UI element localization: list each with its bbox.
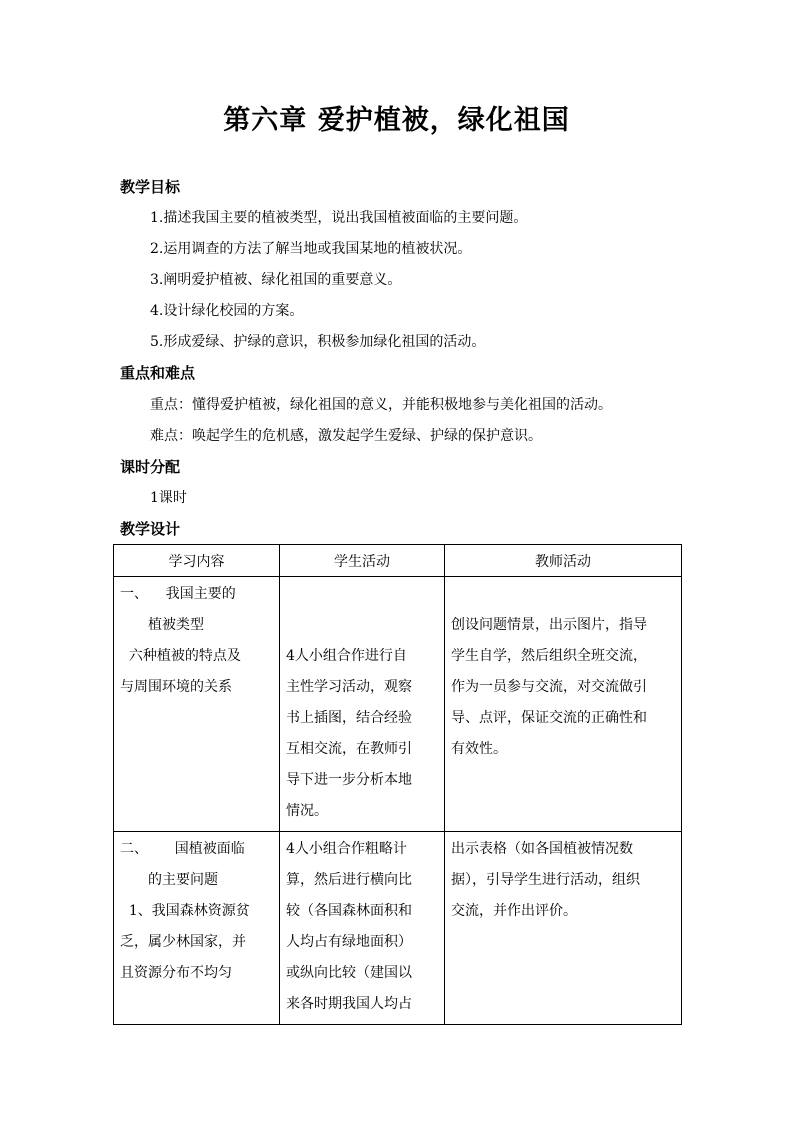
column-header: 学习内容 [114, 545, 280, 577]
page-title: 第六章 爱护植被，绿化祖国 [223, 105, 570, 136]
table-row [114, 577, 682, 832]
cell-line: 交流，并作出评价。 [451, 903, 577, 919]
cell-line: 创设问题情景，出示图片，指导 [451, 617, 647, 633]
objective-item: 1.描述我国主要的植被类型，说出我国植被面临的主要问题。 [150, 210, 528, 226]
cell-line: 一、 我国主要的 [120, 586, 236, 602]
student-activity-cell [280, 577, 445, 832]
objective-item: 4.设计绿化校园的方案。 [150, 303, 304, 319]
objectives-heading: 教学目标 [120, 178, 181, 196]
cell-line: 出示表格（如各国植被情况数 [451, 841, 633, 857]
table-row [114, 832, 682, 1025]
cell-line: 1、我国森林资源贫 [120, 903, 250, 919]
teacher-activity-cell [445, 832, 682, 1025]
objective-item: 2.运用调查的方法了解当地或我国某地的植被状况。 [150, 241, 472, 257]
cell-line: 有效性。 [451, 741, 507, 757]
objective-item: 3.阐明爱护植被、绿化祖国的重要意义。 [150, 272, 402, 288]
cell-line: 六种植被的特点及 [120, 648, 241, 664]
cell-line: 与周围环境的关系 [120, 679, 232, 695]
cell-line: 二、 国植被面临 [120, 841, 245, 857]
content-cell [114, 577, 280, 832]
schedule-heading: 课时分配 [120, 458, 181, 476]
design-heading: 教学设计 [120, 520, 181, 538]
difficulty-item: 难点：唤起学生的危机感，激发起学生爱绿、护绿的保护意识。 [150, 428, 542, 444]
cell-line: 主性学习活动，观察 [286, 679, 412, 695]
cell-line: 或纵向比较（建国以 [286, 965, 412, 981]
cell-line: 的主要问题 [148, 872, 218, 888]
cell-line: 学生自学，然后组织全班交流， [451, 648, 647, 664]
cell-line: 4人小组合作粗略计 [286, 841, 407, 857]
cell-line: 书上插图，结合经验 [286, 710, 412, 726]
table-header-row [114, 545, 682, 577]
cell-line: 且资源分布不均匀 [120, 965, 232, 981]
column-header: 教师活动 [445, 545, 682, 577]
objective-item: 5.形成爱绿、护绿的意识，积极参加绿化祖国的活动。 [150, 334, 486, 350]
cell-line: 乏，属少林国家，并 [120, 934, 246, 950]
cell-line: 互相交流，在教师引 [286, 741, 412, 757]
teacher-activity-cell [445, 577, 682, 832]
cell-line: 人均占有绿地面积） [286, 934, 412, 950]
cell-line: 导、点评，保证交流的正确性和 [451, 710, 647, 726]
cell-line: 较（各国森林面积和 [286, 903, 412, 919]
cell-line: 植被类型 [148, 617, 204, 633]
key-points-heading: 重点和难点 [120, 364, 196, 382]
cell-line: 算，然后进行横向比 [286, 872, 412, 888]
student-activity-cell [280, 832, 445, 1025]
cell-line: 来各时期我国人均占 [286, 996, 412, 1012]
teaching-design-table [113, 544, 682, 1025]
cell-line: 导下进一步分析本地 [286, 772, 412, 788]
cell-line: 据），引导学生进行活动，组织 [451, 872, 640, 888]
content-cell [114, 832, 280, 1025]
column-header: 学生活动 [280, 545, 445, 577]
cell-line: 情况。 [286, 803, 328, 819]
key-point-item: 重点：懂得爱护植被，绿化祖国的意义，并能积极地参与美化祖国的活动。 [150, 397, 612, 413]
cell-line: 4人小组合作进行自 [286, 648, 407, 664]
schedule-item: 1课时 [150, 490, 187, 506]
cell-line: 作为一员参与交流，对交流做引 [451, 679, 647, 695]
